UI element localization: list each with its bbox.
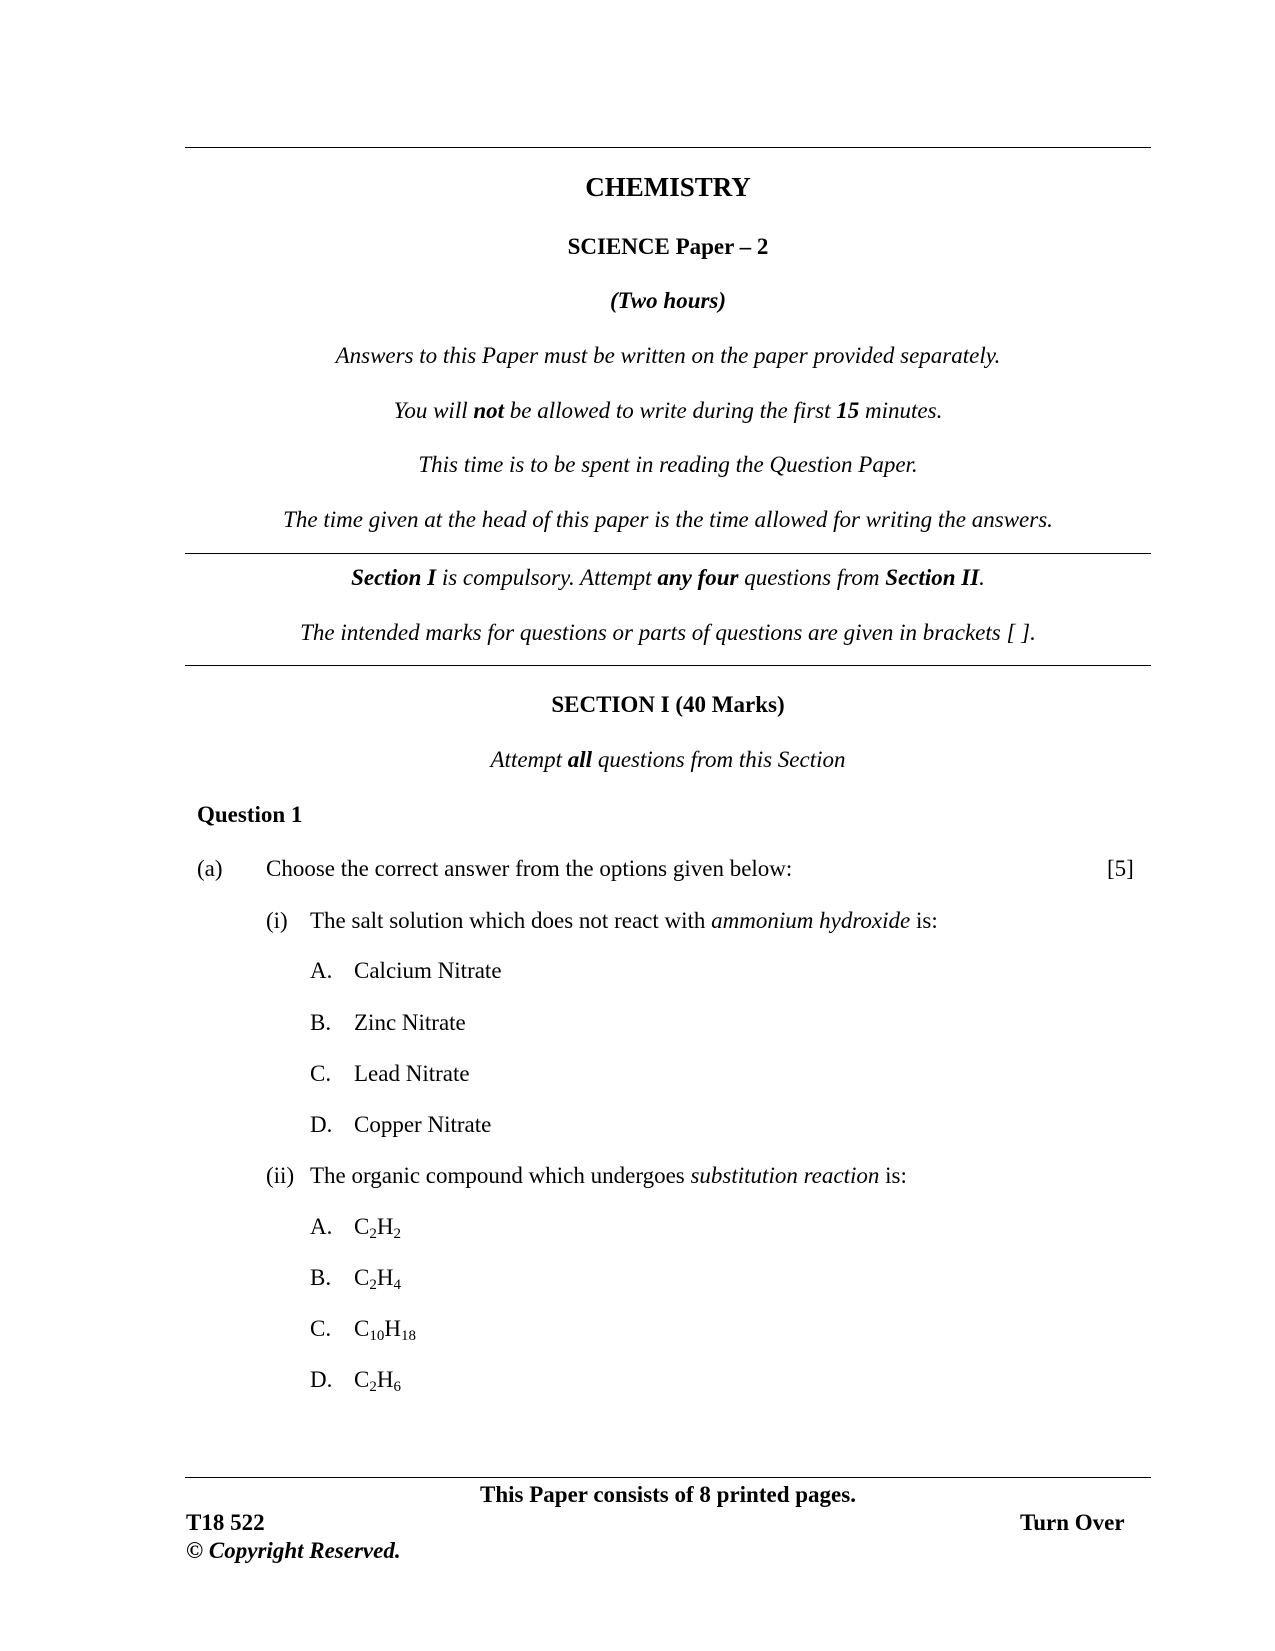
duration: (Two hours) [609,288,727,313]
option-letter: C. [310,1061,332,1086]
footer-rule [185,1477,1151,1478]
option-formula: $C_2H_2$ [354,1214,401,1242]
page-count-note: This Paper consists of 8 printed pages. [480,1482,856,1507]
option-formula: $C_2H_4$ [354,1265,401,1293]
section-heading: SECTION I (40 Marks) [551,692,785,717]
option-letter: D. [310,1367,333,1392]
sub-question-text: The organic compound which undergoes substitution reaction is: [310,1163,907,1188]
option-letter: D. [310,1112,333,1137]
option-formula: $C_2H_6$ [354,1367,401,1395]
copyright: © Copyright Reserved. [186,1538,401,1563]
sub-question-label: (i) [266,908,288,933]
option-formula: $C_{10}H_{18}$ [354,1316,416,1344]
question-title: Question 1 [197,802,303,827]
option-text: Zinc Nitrate [354,1010,466,1035]
option-letter: A. [310,958,333,983]
option-text: Calcium Nitrate [354,958,502,983]
option-letter: A. [310,1214,333,1239]
rule-section [185,665,1151,666]
turn-over: Turn Over [1020,1510,1125,1535]
option-letter: C. [310,1316,332,1341]
marks-label: [5] [1107,856,1134,881]
section-attempt: Attempt all questions from this Section [490,747,846,772]
instruction-reading: This time is to be spent in reading the Question Paper. [418,452,918,477]
top-rule [185,147,1151,148]
paper-title: SCIENCE Paper – 2 [567,234,769,259]
paper-code: T18 522 [186,1510,265,1535]
instruction-answers: Answers to this Paper must be written on the paper provided separately. [335,343,1001,368]
section-rules: Section I is compulsory. Attempt any four questions from Section II. [351,565,985,590]
instruction-time-given: The time given at the head of this paper is the time allowed for writing the answers. [283,507,1053,532]
option-text: Copper Nitrate [354,1112,492,1137]
option-text: Lead Nitrate [354,1061,470,1086]
part-text: Choose the correct answer from the options given below: [266,856,793,881]
sub-question-text: The salt solution which does not react with ammonium hydroxide is: [310,908,938,933]
sub-question-label: (ii) [266,1163,295,1188]
rule-instructions [185,553,1151,554]
option-letter: B. [310,1265,332,1290]
part-label: (a) [197,856,223,881]
marks-note: The intended marks for questions or parts of questions are given in brackets [ ]. [300,620,1036,645]
instruction-reading-time: You will not be allowed to write during the first 15 minutes. [393,398,943,423]
subject-title: CHEMISTRY [585,172,751,202]
option-letter: B. [310,1010,332,1035]
